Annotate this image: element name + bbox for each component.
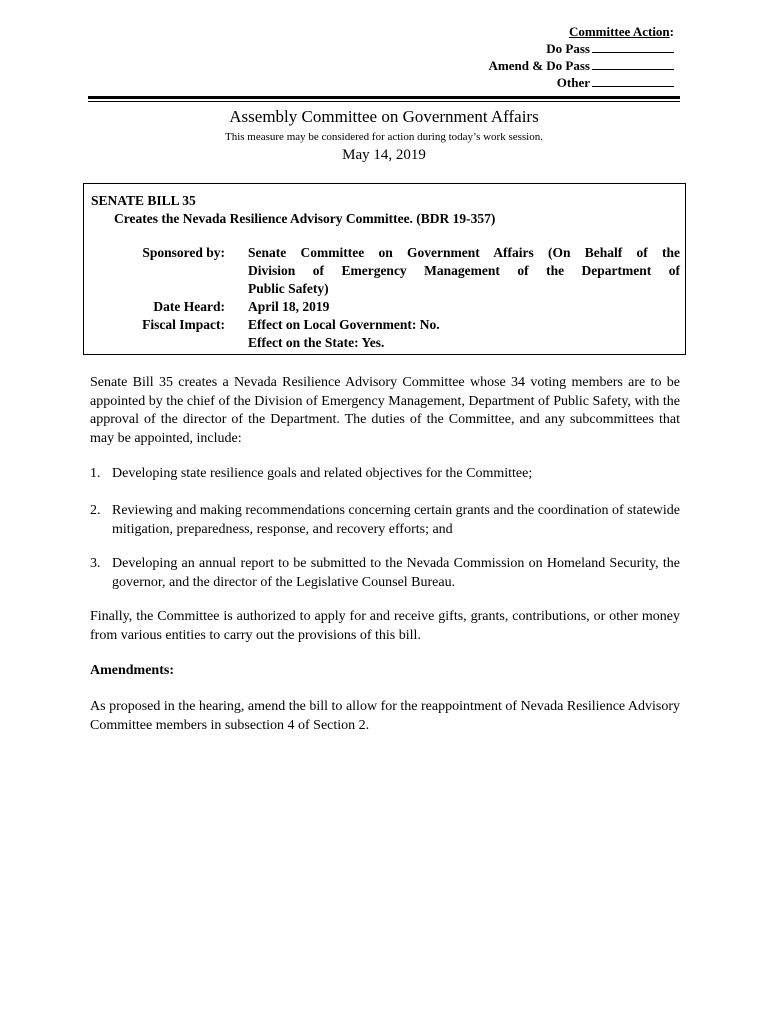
checkbox-line	[592, 41, 674, 53]
duty-item-2	[90, 502, 680, 539]
bill-number: SENATE BILL 35	[91, 193, 196, 208]
list-number: 1.	[90, 466, 101, 481]
option-label: Amend & Do Pass	[488, 58, 590, 73]
sponsor-line-2: Division of Emergency Management of the Department of	[248, 263, 680, 278]
fiscal-impact-label: Fiscal Impact:	[142, 317, 225, 332]
amendments-heading: Amendments:	[90, 663, 174, 678]
date-heard-label: Date Heard:	[153, 299, 225, 314]
amendments-paragraph: As proposed in the hearing, amend the bill to allow for the reappointment of Nevada Resilience Advisory Committee members in subsection 4 of Section 2.	[90, 699, 680, 733]
duty-item-1	[90, 465, 680, 484]
option-label: Other	[556, 75, 590, 90]
work-session-note: This measure may be considered for action during today’s work session.	[224, 131, 543, 143]
list-text: Developing an annual report to be submitted to the Nevada Commission on Homeland Security, the governor, and the director of the Legislative Counsel Bureau.	[112, 556, 680, 590]
finally-paragraph: Finally, the Committee is authorized to apply for and receive gifts, grants, contributions, or other money from various entities to carry out the provisions of this bill.	[90, 609, 680, 643]
option-other	[489, 74, 674, 91]
list-text: Developing state resilience goals and related objectives for the Committee;	[112, 466, 533, 481]
list-number: 3.	[90, 556, 101, 571]
list-number: 2.	[90, 503, 101, 518]
sponsor-line-1: Senate Committee on Government Affairs (On Behalf of the	[248, 245, 680, 260]
summary-paragraph: Senate Bill 35 creates a Nevada Resilience Advisory Committee whose 34 voting members are to be appointed by the chief of the Division of Emergency Management, Department of Public Safety, with the approval of the director of the Department. The duties of the Committee, and any subcommittees that may be appointed, include:	[90, 375, 680, 446]
option-amend-do-pass	[489, 57, 674, 74]
committee-action-colon: :	[669, 24, 674, 39]
committee-action-heading: Committee Action	[568, 24, 670, 39]
checkbox-line	[592, 75, 674, 87]
sponsor-line-3: Public Safety)	[248, 281, 329, 296]
header-divider-thick	[88, 96, 680, 99]
page-title: Assembly Committee on Government Affairs	[229, 107, 539, 126]
sponsored-by-label: Sponsored by:	[142, 245, 225, 260]
bill-description: Creates the Nevada Resilience Advisory Committee. (BDR 19-357)	[114, 211, 496, 226]
option-do-pass	[489, 40, 674, 57]
list-text: Reviewing and making recommendations concerning certain grants and the coordination of statewide mitigation, preparedness, response, and recovery efforts; and	[112, 503, 680, 537]
duty-item-3	[90, 555, 680, 592]
fiscal-local-value: Effect on Local Government: No.	[248, 317, 440, 332]
committee-action-heading-line	[489, 23, 674, 40]
meeting-date: May 14, 2019	[342, 147, 426, 163]
fiscal-state-value: Effect on the State: Yes.	[248, 335, 385, 350]
option-label: Do Pass	[546, 41, 590, 56]
date-heard-value: April 18, 2019	[248, 299, 330, 314]
checkbox-line	[592, 58, 674, 70]
bill-info-box	[83, 183, 686, 355]
header-divider-thin	[88, 101, 680, 102]
committee-action-block	[489, 23, 674, 91]
